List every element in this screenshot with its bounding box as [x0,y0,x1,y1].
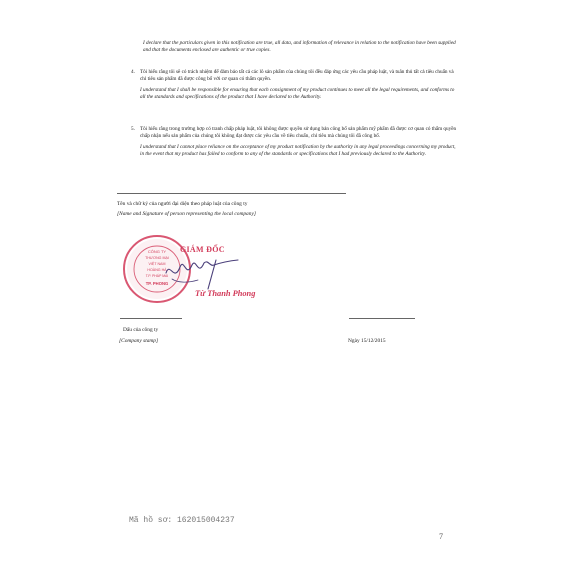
item-4-en: I understand that I shall be responsible for ensuring that each consignment of my product continues to meet all the legal requirements, and conforms to all the standards and specifications of the product that I have declared to the Authority. [140,86,455,101]
item-5-en: I understand that I cannot place reliance on the acceptance of my product notification by the authority in any legal proceedings concerning my product, in the event that my product has failed to conform to any of the standards or specifications that I had previously declared to the Authority. [140,143,456,158]
stamp-text-center: TP. PHONG [145,281,169,286]
signature-separator-line [117,193,346,194]
stamp-text-top: CÔNG TY [147,249,167,254]
item-5-number: 5. [131,126,135,132]
handwritten-signature-icon [158,253,248,291]
stamp-text-mid: THƯƠNG MẠI [145,256,169,260]
item-4-number: 4. [131,69,135,75]
company-stamp-label-en: [Company stamp] [119,338,159,344]
signature-label-vi: Tên và chữ ký của người đại diện theo pháp luật của công ty [117,201,248,207]
company-stamp-label-vi: Dấu của công ty [123,327,159,333]
date-text: Ngày 15/12/2015 [348,338,386,344]
signature-label-en: [Name and Signature of person representing the local company] [117,211,256,217]
item-5-body [140,126,458,159]
item-5-vi: Tôi hiểu rằng trong trường hợp có tranh chấp pháp luật, tôi không được quyền sử dụng bản công bố sản phẩm mỹ phẩm đã được cơ quan có thẩm quyền chấp nhận nếu sản phẩm của chúng tôi không đạt được các yêu cầu về tiêu chuẩn, chỉ tiêu mà chúng tôi đã công bố. [140,126,457,140]
stamp-text-4: HOÀNG HÀ [147,268,167,272]
stamp-text-3: VIỆT NAM [148,262,166,266]
page-number: 7 [439,532,443,541]
stamp-line [120,318,182,319]
dossier-code: Mã hồ sơ: 162015004237 [129,516,235,525]
item-4 [131,69,458,102]
signer-name: Từ Thanh Phong [195,289,256,298]
declaration-en: I declare that the particulars given in this notification are true, all data, and information of relevance in relation to the notification have been supplied and that the documents enclosed are authentic or true copies. [143,40,456,54]
item-4-vi: Tôi hiểu rằng tôi sẽ có trách nhiệm để đảm bảo tất cả các lô sản phẩm của chúng tôi đều đáp ứng các yêu cầu pháp luật, và tuân thủ tất cả tiêu chuẩn và chỉ tiêu sản phẩm đã được công bố với cơ quan có thẩm quyền. [140,69,454,83]
item-5 [131,126,458,159]
item-4-body [140,69,458,102]
stamp-text-bottom: T.P. PHÁP MAI [145,274,169,278]
date-line [349,318,415,319]
signer-title: GIÁM ĐỐC [180,245,225,254]
